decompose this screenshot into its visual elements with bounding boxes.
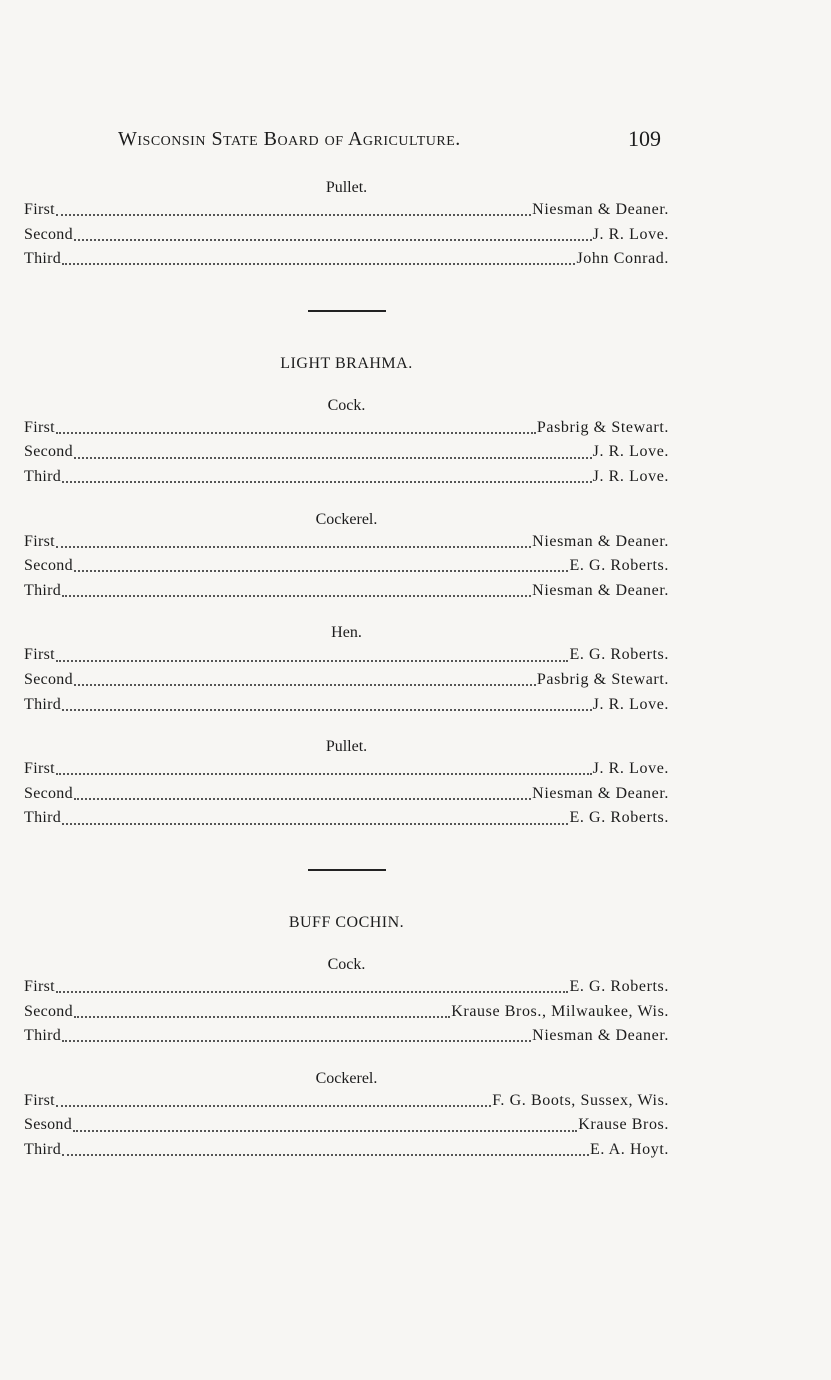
- pullet-group: [24, 737, 669, 831]
- group-title: Cock.: [327, 955, 366, 973]
- page-number: 109: [628, 126, 661, 151]
- section-divider: [308, 310, 386, 312]
- hen-group: [24, 623, 669, 717]
- award-row: [24, 643, 669, 668]
- dot-leader: [74, 239, 592, 241]
- award-row: [24, 782, 669, 807]
- dot-leader: [74, 457, 592, 459]
- dot-leader: [56, 1105, 491, 1107]
- dot-leader: [62, 709, 592, 711]
- dot-leader: [56, 432, 536, 434]
- winner-name: Krause Bros.: [578, 1116, 669, 1134]
- winner-name: E. G. Roberts.: [569, 977, 669, 995]
- dot-leader: [62, 1154, 589, 1156]
- place-label: Second: [24, 443, 73, 461]
- award-row: [24, 198, 669, 223]
- dot-leader: [74, 684, 536, 686]
- place-label: First: [24, 760, 55, 778]
- dot-leader: [56, 991, 569, 993]
- cock-group: [24, 396, 669, 490]
- place-label: Third: [24, 1027, 62, 1045]
- section-title-light-brahma: LIGHT BRAHMA.: [280, 354, 413, 372]
- winner-name: Pasbrig & Stewart.: [536, 670, 669, 688]
- place-label: Third: [24, 809, 62, 827]
- winner-name: E. G. Roberts.: [569, 557, 669, 575]
- cockerel-group: [24, 510, 669, 604]
- section-divider: [308, 869, 386, 871]
- winner-name: Krause Bros., Milwaukee, Wis.: [451, 1002, 669, 1020]
- group-title: Pullet.: [325, 179, 368, 196]
- dot-leader: [73, 1130, 577, 1132]
- place-label: Second: [24, 1002, 73, 1020]
- winner-name: Niesman & Deaner.: [532, 201, 669, 218]
- dot-leader: [74, 798, 531, 800]
- cock-group: [24, 955, 669, 1049]
- winner-name: Niesman & Deaner.: [532, 532, 669, 550]
- dot-leader: [62, 823, 568, 825]
- group-title: Cockerel.: [315, 510, 378, 528]
- award-row: [24, 554, 669, 579]
- dot-leader: [74, 1016, 450, 1018]
- winner-name: F. G. Boots, Sussex, Wis.: [492, 1091, 669, 1109]
- winner-name: Pasbrig & Stewart.: [536, 418, 669, 436]
- award-row: [24, 247, 669, 272]
- award-row: [24, 1000, 669, 1025]
- award-row: [24, 1089, 669, 1114]
- place-label: Second: [24, 670, 73, 688]
- group-title: Hen.: [331, 624, 362, 642]
- page-header: [0, 128, 831, 158]
- place-label: Third: [24, 467, 62, 485]
- place-label: Second: [24, 557, 73, 575]
- award-row: [24, 693, 669, 718]
- winner-name: J. R. Love.: [592, 225, 669, 243]
- award-row: [24, 440, 669, 465]
- place-label: First: [24, 646, 55, 664]
- place-label: Third: [24, 581, 62, 599]
- dot-leader: [62, 263, 575, 265]
- award-row: [24, 806, 669, 831]
- place-label: Second: [24, 225, 73, 243]
- dot-leader: [56, 546, 531, 548]
- group-title: Cockerel.: [315, 1069, 378, 1087]
- winner-name: E. G. Roberts.: [569, 646, 669, 664]
- dot-leader: [56, 214, 531, 216]
- award-row: [24, 465, 669, 490]
- place-label: First: [24, 977, 55, 995]
- award-row: [24, 579, 669, 604]
- dot-leader: [62, 595, 531, 597]
- dot-leader: [56, 660, 569, 662]
- winner-name: Niesman & Deaner.: [532, 581, 669, 599]
- winner-name: E. G. Roberts.: [569, 809, 669, 827]
- dot-leader: [62, 1040, 531, 1042]
- group-title: Pullet.: [325, 738, 368, 756]
- dot-leader: [74, 570, 569, 572]
- section-title-buff-cochin: BUFF COCHIN.: [288, 913, 405, 931]
- winner-name: J. R. Love.: [592, 443, 669, 461]
- place-label: First: [24, 201, 55, 218]
- award-row: [24, 757, 669, 782]
- place-label: Third: [24, 695, 62, 713]
- place-label: First: [24, 532, 55, 550]
- place-label: First: [24, 418, 55, 436]
- winner-name: Niesman & Deaner.: [532, 784, 669, 802]
- dot-leader: [56, 773, 592, 775]
- place-label: First: [24, 1091, 55, 1109]
- winner-name: E. A. Hoyt.: [589, 1140, 669, 1158]
- dot-leader: [62, 481, 592, 483]
- winner-name: Niesman & Deaner.: [532, 1027, 669, 1045]
- place-label: Third: [24, 250, 62, 268]
- cockerel-group: [24, 1069, 669, 1163]
- award-row: [24, 1138, 669, 1163]
- award-row: [24, 1024, 669, 1049]
- winner-name: John Conrad.: [576, 250, 669, 268]
- award-row: [24, 223, 669, 248]
- award-row: [24, 1113, 669, 1138]
- pullet-group: [24, 178, 669, 272]
- award-row: [24, 668, 669, 693]
- award-row: [24, 416, 669, 441]
- place-label: Third: [24, 1140, 62, 1158]
- running-title: Wisconsin State Board of Agriculture.: [118, 128, 461, 150]
- award-row: [24, 530, 669, 555]
- award-row: [24, 975, 669, 1000]
- winner-name: J. R. Love.: [592, 760, 669, 778]
- place-label: Sesond: [24, 1116, 73, 1134]
- winner-name: J. R. Love.: [592, 695, 669, 713]
- page-content: [24, 178, 669, 1162]
- winner-name: J. R. Love.: [592, 467, 669, 485]
- group-title: Cock.: [327, 396, 366, 414]
- place-label: Second: [24, 784, 73, 802]
